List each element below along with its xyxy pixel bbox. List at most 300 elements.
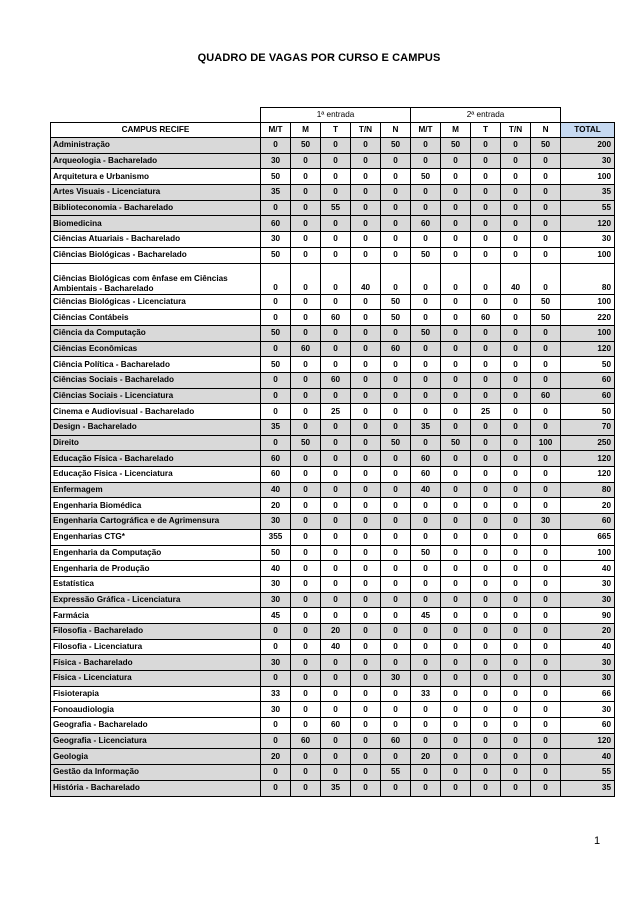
course-name: Engenharia de Produção [51, 561, 261, 577]
vacancy-cell: 0 [261, 388, 291, 404]
vacancy-cell: 0 [291, 372, 321, 388]
vacancy-cell: 60 [381, 733, 411, 749]
vacancy-cell: 0 [321, 388, 351, 404]
vacancy-cell: 30 [261, 702, 291, 718]
vacancy-cell: 0 [471, 357, 501, 373]
course-name: Engenharia da Computação [51, 545, 261, 561]
vacancy-cell: 0 [291, 702, 321, 718]
vacancy-cell: 0 [531, 200, 561, 216]
page-number: 1 [594, 835, 601, 847]
vacancy-cell: 50 [381, 310, 411, 326]
vacancy-cell: 0 [351, 608, 381, 624]
vacancy-cell: 0 [321, 420, 351, 436]
vacancy-cell: 0 [471, 671, 501, 687]
vacancy-cell: 0 [291, 576, 321, 592]
vacancy-cell: 50 [291, 138, 321, 154]
course-name: Filosofia - Bacharelado [51, 623, 261, 639]
vacancy-cell: 0 [471, 623, 501, 639]
table-row [51, 388, 615, 404]
vacancy-cell: 0 [531, 420, 561, 436]
vacancy-cell: 0 [441, 169, 471, 185]
vacancy-cell: 0 [411, 765, 441, 781]
course-name: Expressão Gráfica - Licenciatura [51, 592, 261, 608]
vacancy-cell: 0 [501, 372, 531, 388]
vacancy-cell: 0 [501, 138, 531, 154]
vacancy-cell: 50 [531, 310, 561, 326]
col-header-entry2: M [441, 123, 471, 138]
vacancy-cell: 0 [501, 498, 531, 514]
vacancy-cell: 0 [261, 138, 291, 154]
vacancy-cell: 0 [441, 655, 471, 671]
vacancy-cell: 0 [531, 169, 561, 185]
vacancy-cell: 0 [321, 765, 351, 781]
vacancy-cell: 0 [501, 702, 531, 718]
vacancy-cell: 0 [441, 467, 471, 483]
vacancy-cell: 0 [261, 765, 291, 781]
vacancy-cell: 0 [261, 671, 291, 687]
vacancy-cell: 0 [321, 153, 351, 169]
table-row [51, 608, 615, 624]
vacancy-cell: 35 [411, 420, 441, 436]
table-row [51, 357, 615, 373]
vacancy-cell: 0 [471, 686, 501, 702]
course-name: Direito [51, 435, 261, 451]
vacancy-cell: 0 [321, 655, 351, 671]
total-cell: 100 [561, 325, 615, 341]
vacancy-cell: 0 [411, 498, 441, 514]
vacancy-cell: 0 [531, 623, 561, 639]
vacancy-cell: 0 [381, 608, 411, 624]
vacancy-cell: 0 [291, 718, 321, 734]
table-row [51, 185, 615, 201]
vacancy-cell: 0 [381, 169, 411, 185]
vacancy-cell: 0 [291, 482, 321, 498]
vacancy-cell: 0 [291, 247, 321, 263]
vacancy-cell: 0 [531, 608, 561, 624]
vacancy-cell: 0 [351, 592, 381, 608]
vacancy-cell: 0 [291, 545, 321, 561]
vacancy-cell: 0 [321, 482, 351, 498]
vacancy-cell: 0 [291, 608, 321, 624]
vacancy-cell: 0 [441, 232, 471, 248]
vacancy-cell: 0 [471, 467, 501, 483]
vacancy-cell: 0 [531, 467, 561, 483]
vacancy-cell: 0 [471, 216, 501, 232]
course-name: Cinema e Audiovisual - Bacharelado [51, 404, 261, 420]
vacancy-cell: 0 [411, 388, 441, 404]
vacancy-cell: 0 [351, 482, 381, 498]
total-cell: 120 [561, 467, 615, 483]
vacancy-cell: 0 [321, 561, 351, 577]
vacancy-table [50, 107, 615, 797]
total-cell: 30 [561, 232, 615, 248]
vacancy-cell: 50 [531, 138, 561, 154]
course-name: Arqueologia - Bacharelado [51, 153, 261, 169]
vacancy-cell: 0 [381, 482, 411, 498]
vacancy-cell: 0 [291, 153, 321, 169]
course-name: Ciências Sociais - Licenciatura [51, 388, 261, 404]
vacancy-cell: 0 [501, 467, 531, 483]
vacancy-cell: 0 [411, 341, 441, 357]
vacancy-cell: 0 [351, 639, 381, 655]
vacancy-cell: 50 [381, 294, 411, 310]
vacancy-cell: 0 [411, 514, 441, 530]
vacancy-cell: 0 [471, 185, 501, 201]
vacancy-cell: 0 [351, 576, 381, 592]
vacancy-cell: 0 [291, 232, 321, 248]
vacancy-cell: 20 [411, 749, 441, 765]
col-header-entry2: N [531, 123, 561, 138]
course-name: Biblioteconomia - Bacharelado [51, 200, 261, 216]
vacancy-cell: 0 [291, 263, 321, 294]
vacancy-cell: 0 [411, 780, 441, 796]
vacancy-cell: 0 [321, 216, 351, 232]
vacancy-cell: 50 [441, 435, 471, 451]
course-name: Ciência da Computação [51, 325, 261, 341]
table-row [51, 592, 615, 608]
vacancy-cell: 0 [321, 169, 351, 185]
total-cell: 200 [561, 138, 615, 154]
vacancy-cell: 0 [411, 138, 441, 154]
vacancy-cell: 0 [291, 169, 321, 185]
vacancy-cell: 0 [351, 435, 381, 451]
vacancy-cell: 0 [501, 733, 531, 749]
vacancy-cell: 0 [321, 702, 351, 718]
vacancy-cell: 0 [471, 247, 501, 263]
vacancy-cell: 40 [501, 263, 531, 294]
vacancy-cell: 0 [411, 404, 441, 420]
vacancy-cell: 0 [411, 561, 441, 577]
vacancy-cell: 0 [261, 733, 291, 749]
course-name: Enfermagem [51, 482, 261, 498]
vacancy-cell: 0 [321, 733, 351, 749]
vacancy-cell: 0 [531, 686, 561, 702]
total-cell: 60 [561, 388, 615, 404]
vacancy-cell: 0 [471, 420, 501, 436]
vacancy-cell: 0 [291, 467, 321, 483]
vacancy-cell: 0 [321, 576, 351, 592]
vacancy-cell: 50 [261, 169, 291, 185]
vacancy-cell: 50 [261, 247, 291, 263]
vacancy-cell: 0 [531, 561, 561, 577]
vacancy-cell: 0 [471, 325, 501, 341]
vacancy-cell: 0 [321, 592, 351, 608]
table-row [51, 169, 615, 185]
vacancy-cell: 50 [411, 545, 441, 561]
vacancy-cell: 0 [381, 325, 411, 341]
vacancy-cell: 0 [351, 357, 381, 373]
vacancy-cell: 0 [441, 357, 471, 373]
vacancy-cell: 0 [531, 341, 561, 357]
table-row [51, 514, 615, 530]
vacancy-cell: 0 [291, 749, 321, 765]
course-name: Ciências Biológicas - Licenciatura [51, 294, 261, 310]
vacancy-cell: 60 [411, 216, 441, 232]
course-name: Gestão da Informação [51, 765, 261, 781]
vacancy-cell: 0 [471, 576, 501, 592]
vacancy-cell: 0 [261, 404, 291, 420]
entry1-label: 1ª entrada [291, 108, 381, 123]
vacancy-cell: 40 [261, 482, 291, 498]
vacancy-cell: 30 [261, 592, 291, 608]
vacancy-cell: 0 [441, 420, 471, 436]
vacancy-cell: 0 [351, 733, 381, 749]
vacancy-cell: 0 [501, 169, 531, 185]
vacancy-cell: 0 [351, 404, 381, 420]
vacancy-cell: 0 [501, 388, 531, 404]
total-cell: 120 [561, 451, 615, 467]
vacancy-cell: 20 [321, 623, 351, 639]
vacancy-cell: 0 [381, 702, 411, 718]
vacancy-cell: 0 [351, 655, 381, 671]
vacancy-cell: 0 [351, 185, 381, 201]
vacancy-cell: 0 [471, 451, 501, 467]
total-cell: 80 [561, 482, 615, 498]
vacancy-cell: 45 [261, 608, 291, 624]
vacancy-cell: 0 [441, 200, 471, 216]
course-name: Biomedicina [51, 216, 261, 232]
table-row [51, 733, 615, 749]
vacancy-cell: 0 [291, 216, 321, 232]
vacancy-cell: 0 [531, 718, 561, 734]
course-name: Artes Visuais - Licenciatura [51, 185, 261, 201]
vacancy-cell: 0 [471, 545, 501, 561]
vacancy-cell: 0 [531, 576, 561, 592]
vacancy-cell: 55 [321, 200, 351, 216]
vacancy-cell: 0 [351, 372, 381, 388]
vacancy-cell: 0 [531, 655, 561, 671]
course-name: Fisioterapia [51, 686, 261, 702]
vacancy-cell: 0 [441, 404, 471, 420]
vacancy-cell: 0 [351, 138, 381, 154]
vacancy-cell: 0 [381, 263, 411, 294]
vacancy-cell: 0 [381, 498, 411, 514]
vacancy-cell: 30 [261, 514, 291, 530]
total-cell: 60 [561, 718, 615, 734]
vacancy-cell: 0 [441, 451, 471, 467]
vacancy-cell: 0 [471, 733, 501, 749]
vacancy-cell: 0 [531, 749, 561, 765]
total-cell: 90 [561, 608, 615, 624]
vacancy-cell: 0 [351, 561, 381, 577]
vacancy-cell: 0 [471, 435, 501, 451]
vacancy-cell: 0 [441, 639, 471, 655]
vacancy-cell: 0 [441, 780, 471, 796]
vacancy-cell: 0 [261, 639, 291, 655]
vacancy-cell: 0 [321, 341, 351, 357]
vacancy-cell: 0 [381, 529, 411, 545]
col-header-entry1: N [381, 123, 411, 138]
vacancy-cell: 20 [261, 749, 291, 765]
vacancy-cell: 0 [501, 153, 531, 169]
total-cell: 20 [561, 623, 615, 639]
vacancy-cell: 0 [441, 247, 471, 263]
vacancy-cell: 0 [321, 749, 351, 765]
vacancy-cell: 0 [291, 671, 321, 687]
table-row [51, 435, 615, 451]
vacancy-cell: 0 [501, 718, 531, 734]
vacancy-cell: 0 [381, 200, 411, 216]
entry2-label: 2ª entrada [441, 108, 531, 123]
course-name: Ciências Atuariais - Bacharelado [51, 232, 261, 248]
course-name: Ciência Política - Bacharelado [51, 357, 261, 373]
vacancy-cell: 0 [321, 686, 351, 702]
vacancy-cell: 0 [381, 780, 411, 796]
vacancy-cell: 0 [291, 310, 321, 326]
vacancy-cell: 0 [531, 372, 561, 388]
vacancy-cell: 0 [501, 404, 531, 420]
vacancy-cell: 50 [381, 138, 411, 154]
vacancy-cell: 0 [351, 671, 381, 687]
course-name: Geografia - Licenciatura [51, 733, 261, 749]
vacancy-cell: 40 [321, 639, 351, 655]
course-name: Geografia - Bacharelado [51, 718, 261, 734]
vacancy-cell: 60 [261, 467, 291, 483]
vacancy-cell: 0 [411, 185, 441, 201]
total-cell: 250 [561, 435, 615, 451]
vacancy-cell: 0 [441, 341, 471, 357]
vacancy-cell: 0 [381, 592, 411, 608]
total-cell: 30 [561, 655, 615, 671]
vacancy-cell: 0 [351, 310, 381, 326]
vacancy-cell: 0 [501, 514, 531, 530]
vacancy-cell: 0 [381, 545, 411, 561]
vacancy-cell: 0 [531, 592, 561, 608]
table-row [51, 138, 615, 154]
course-name: Ciências Sociais - Bacharelado [51, 372, 261, 388]
vacancy-cell: 0 [501, 686, 531, 702]
vacancy-cell: 0 [351, 169, 381, 185]
vacancy-cell: 0 [441, 623, 471, 639]
course-name: Física - Licenciatura [51, 671, 261, 687]
vacancy-cell: 30 [531, 514, 561, 530]
total-cell: 60 [561, 514, 615, 530]
vacancy-cell: 0 [471, 780, 501, 796]
vacancy-cell: 0 [261, 780, 291, 796]
total-cell: 120 [561, 341, 615, 357]
vacancy-cell: 60 [261, 451, 291, 467]
table-row [51, 529, 615, 545]
vacancy-cell: 0 [471, 138, 501, 154]
vacancy-cell: 0 [531, 404, 561, 420]
vacancy-cell: 0 [381, 247, 411, 263]
vacancy-cell: 0 [441, 216, 471, 232]
vacancy-cell: 0 [501, 435, 531, 451]
total-cell: 35 [561, 780, 615, 796]
vacancy-cell: 0 [351, 765, 381, 781]
vacancy-cell: 0 [381, 561, 411, 577]
vacancy-cell: 0 [381, 655, 411, 671]
vacancy-cell: 30 [261, 232, 291, 248]
vacancy-cell: 0 [261, 200, 291, 216]
vacancy-cell: 0 [531, 263, 561, 294]
vacancy-cell: 0 [441, 545, 471, 561]
course-name: Ciências Contábeis [51, 310, 261, 326]
vacancy-cell: 0 [471, 482, 501, 498]
page-title: QUADRO DE VAGAS POR CURSO E CAMPUS [197, 52, 441, 64]
vacancy-cell: 0 [291, 325, 321, 341]
course-name: Arquitetura e Urbanismo [51, 169, 261, 185]
vacancy-cell: 0 [381, 576, 411, 592]
vacancy-cell: 0 [501, 185, 531, 201]
vacancy-cell: 0 [381, 451, 411, 467]
course-name: Educação Física - Bacharelado [51, 451, 261, 467]
vacancy-cell: 0 [411, 310, 441, 326]
vacancy-cell: 0 [441, 686, 471, 702]
vacancy-cell: 0 [381, 467, 411, 483]
vacancy-cell: 0 [291, 388, 321, 404]
vacancy-cell: 0 [441, 561, 471, 577]
vacancy-cell: 0 [411, 671, 441, 687]
table-row [51, 576, 615, 592]
vacancy-cell: 0 [501, 765, 531, 781]
vacancy-cell: 0 [501, 576, 531, 592]
vacancy-cell: 40 [261, 561, 291, 577]
total-header: TOTAL [561, 123, 615, 138]
vacancy-cell: 0 [441, 576, 471, 592]
vacancy-cell: 0 [321, 514, 351, 530]
vacancy-cell: 0 [441, 263, 471, 294]
total-cell: 30 [561, 702, 615, 718]
vacancy-cell: 0 [291, 514, 321, 530]
vacancy-cell: 0 [471, 655, 501, 671]
vacancy-cell: 0 [351, 388, 381, 404]
total-cell: 100 [561, 169, 615, 185]
vacancy-cell: 0 [501, 420, 531, 436]
total-cell: 30 [561, 576, 615, 592]
vacancy-cell: 0 [501, 294, 531, 310]
vacancy-cell: 0 [261, 263, 291, 294]
course-name: Ciências Econômicas [51, 341, 261, 357]
vacancy-cell: 0 [351, 467, 381, 483]
course-name: Ciências Biológicas com ênfase em Ciências Ambientais - Bacharelado [51, 263, 261, 294]
vacancy-cell: 0 [411, 529, 441, 545]
vacancy-cell: 30 [261, 576, 291, 592]
vacancy-cell: 0 [501, 200, 531, 216]
vacancy-cell: 60 [411, 451, 441, 467]
vacancy-cell: 0 [471, 169, 501, 185]
table-row [51, 420, 615, 436]
vacancy-cell: 0 [351, 545, 381, 561]
vacancy-cell: 0 [351, 514, 381, 530]
total-cell: 665 [561, 529, 615, 545]
vacancy-cell: 30 [261, 153, 291, 169]
vacancy-cell: 50 [261, 545, 291, 561]
vacancy-cell: 0 [411, 576, 441, 592]
vacancy-cell: 0 [321, 451, 351, 467]
table-row [51, 482, 615, 498]
vacancy-cell: 0 [291, 404, 321, 420]
vacancy-cell: 0 [351, 686, 381, 702]
vacancy-cell: 0 [471, 514, 501, 530]
vacancy-cell: 0 [351, 247, 381, 263]
vacancy-cell: 0 [291, 185, 321, 201]
vacancy-cell: 25 [321, 404, 351, 420]
table-row [51, 467, 615, 483]
vacancy-cell: 33 [411, 686, 441, 702]
vacancy-cell: 0 [351, 153, 381, 169]
course-name: Design - Bacharelado [51, 420, 261, 436]
vacancy-cell: 0 [261, 310, 291, 326]
vacancy-cell: 0 [501, 341, 531, 357]
vacancy-cell: 0 [411, 294, 441, 310]
course-name: Engenharia Cartográfica e de Agrimensura [51, 514, 261, 530]
vacancy-cell: 0 [291, 200, 321, 216]
vacancy-cell: 0 [321, 671, 351, 687]
column-header-row [51, 123, 615, 138]
vacancy-cell: 0 [381, 388, 411, 404]
vacancy-cell: 0 [321, 435, 351, 451]
